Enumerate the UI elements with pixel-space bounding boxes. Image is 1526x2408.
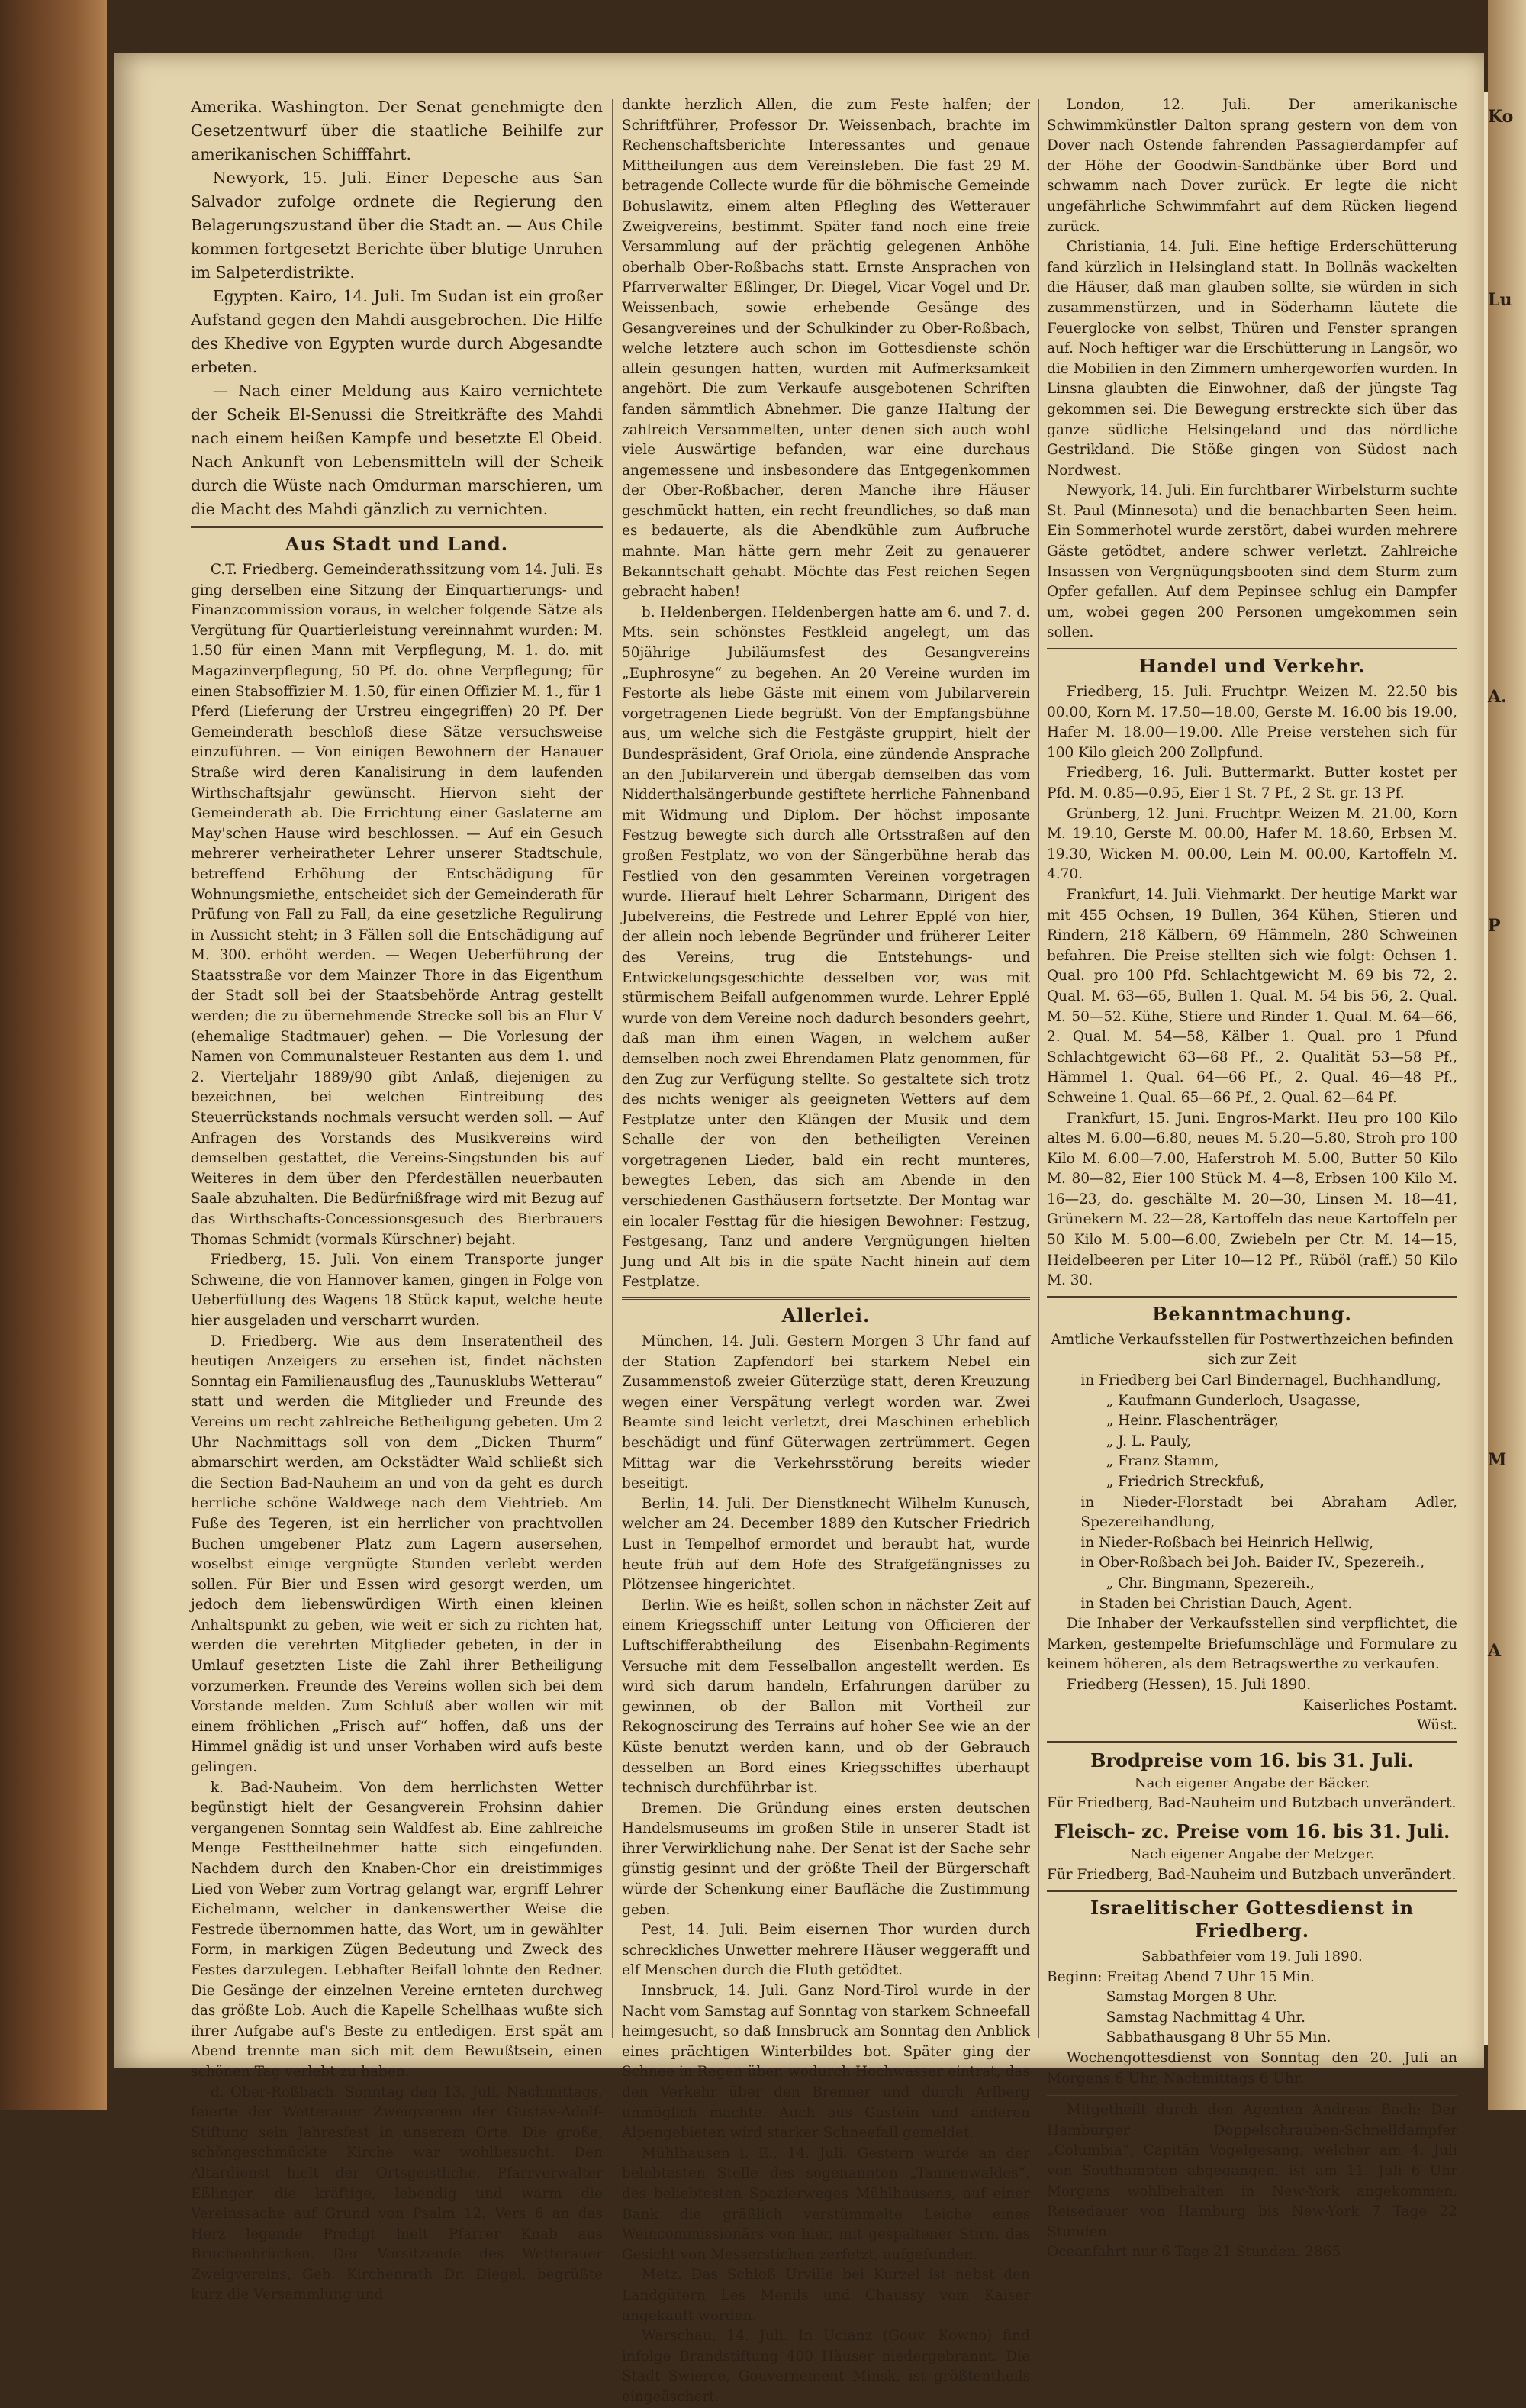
article-paragraph: Kaiserliches Postamt. <box>1302 1697 1457 1713</box>
article-paragraph: Berlin. Wie es heißt, sollen schon in nächster Zeit auf einem Kriegsschiff unter Leitung von Officieren der Luftschifferabtheilung des Eisenbahn-Regiments Versuche mit dem Fesselballon angestellt werden. Es wird sich darum handeln, Erfahrungen darüber zu gewinnen, ob der Ballon mit Vortheil zur Rekognoscirung des Terrains auf hoher See wie an der Küste benutzt werden kann, und ob der Gebrauch desselben an Bord eines Kriegsschiffes überhaupt technisch durchführbar ist. <box>622 1597 1030 1797</box>
article-paragraph: in Ober-Roßbach bei Joh. Baider IV., Spezereih., <box>1080 1555 1425 1571</box>
article-paragraph: Friedberg (Hessen), 15. Juli 1890. <box>1066 1676 1312 1693</box>
article-paragraph: Pest, 14. Juli. Beim eisernen Thor wurden durch schreckliches Unwetter mehrere Häuser weggerafft und elf Menschen durch die Fluth getödtet. <box>622 1922 1030 1979</box>
section-rule <box>1047 1890 1457 1892</box>
column-1 <box>191 95 603 2303</box>
article-paragraph: Wüst. <box>1417 1717 1457 1734</box>
article-paragraph: München, 14. Juli. Gestern Morgen 3 Uhr fand auf der Station Zapfendorf bei starkem Nebel ein Zusammenstoß zweier Güterzüge statt, deren Kreuzung wegen einer Verspätung verlegt worden war. Zwei Beamte sind leicht verletzt, drei Maschinen erheblich beschädigt und fünf Güterwagen zertrümmert. Gegen Mittag war die Verkehrsstörung bereits wieder beseitigt. <box>622 1333 1030 1492</box>
column-3 <box>1047 95 1457 2261</box>
article-paragraph: „ J. L. Pauly, <box>1106 1433 1192 1449</box>
book-spine <box>0 0 107 2110</box>
article-paragraph: D. Friedberg. Wie aus dem Inseratentheil des heutigen Anzeigers zu ersehen ist, findet nächsten Sonntag ein Familienausflug des „Taunusklubs Wetterau“ statt und werden die Mitglieder und Freunde des Vereins um recht zahlreiche Betheiligung gebeten. Um 2 Uhr Nachmittags soll von dem „Dicken Thurm“ abmarschirt werden, am Ockstädter Wald schließt sich die Section Bad-Nauheim an und von da geht es durch herrliche schöne Waldwege nach dem Viehtrieb. Am Fuße des Tegeren, ist ein herrlicher von prachtvollen Buchen umgebener Platz zum Lagern ausersehen, woselbst einige vergnügte Stunden verlebt werden sollen. Für Bier und Essen wird gesorgt werden, um jedoch dem liebenswürdigen Wirth einen kleinen Anhaltspunkt zu geben, wie weit er sich zu richten hat, werden die verehrten Mitglieder gebeten, in der in Umlauf gesetzten Liste die Zahl ihrer Betheiligung vorzumerken. Freunde des Vereins wollen sich bei dem Vorstande melden. Zum Schluß aber wollen wir mit einem fröhlichen „Frisch auf“ hoffen, daß uns der Himmel gnädig ist und unser Vorhaben wird aufs beste gelingen. <box>191 1333 603 1776</box>
neighbor-page-fragment: A <box>1488 1641 1502 1661</box>
article-paragraph: in Staden bei Christian Dauch, Agent. <box>1080 1595 1353 1612</box>
article-paragraph: in Nieder-Florstadt bei Abraham Adler, Spezereihandlung, <box>1080 1494 1457 1531</box>
section-rule <box>1047 2094 1457 2096</box>
price-heading: Brodpreise vom 16. bis 31. Juli. <box>1090 1749 1414 1771</box>
article-paragraph: in Nieder-Roßbach bei Heinrich Hellwig, <box>1080 1534 1374 1551</box>
article-paragraph: Bremen. Die Gründung eines ersten deutschen Handelsmuseums im großen Stile in unserer Stadt ist ihrer Verwirklichung nahe. Der Senat ist der Sache sehr günstig gesinnt und der größte Theil der Bürgerschaft würde der Schenkung einer Baufläche die Zustimmung geben. <box>622 1800 1030 1918</box>
section-rule <box>1047 1741 1457 1743</box>
section-heading: Allerlei. <box>781 1304 871 1327</box>
article-paragraph: Christiania, 14. Juli. Eine heftige Erderschütterung fand kürzlich in Helsingland statt. In Bollnäs wackelten die Häuser, daß man glauben sollte, sie würden in sich zusammenstürzen, und in Söderhamn läutete die Feuerglocke von selbst, Thüren und Fenster sprangen auf. Noch heftiger war die Erschütterung in Langsör, wo die Mobilien in den Zimmern umhergeworfen wurden. In Linsna glaubten die Einwohner, daß der jüngste Tag gekommen sei. Die Bewegung erstreckte sich über das ganze südliche Helsingeland und das nördliche Gestrikland. Die Stöße gingen von Südost nach Nordwest. <box>1047 239 1457 479</box>
article-paragraph: Innsbruck, 14. Juli. Ganz Nord-Tirol wurde in der Nacht vom Samstag auf Sonntag von starkem Schneefall heimgesucht, so daß Innsbruck am Sonntag den Anblick eines prächtigen Winterbildes bot. Später ging der Schnee in Regen über, wodurch Hochwasser eintrat, das den Verkehr über den Brenner und durch Arlberg unmöglich machte. Auch aus Gastein und anderen Alpengebieten wird starker Schneefall gemeldet. <box>622 1983 1030 2142</box>
article-paragraph: Frankfurt, 14. Juli. Viehmarkt. Der heutige Markt war mit 455 Ochsen, 19 Bullen, 364 Kühen, Stieren und Rindern, 218 Kälbern, 69 Hämmeln, 280 Schweinen befahren. Die Preise stellten sich wie folgt: Ochsen 1. Qual. pro 100 Pfd. Schlachtgewicht M. 69 bis 72, 2. Qual. M. 63—65, Bullen 1. Qual. M. 54 bis 56, 2. Qual. M. 50—52. Kühe, Stiere und Rinder 1. Qual. M. 64—66, 2. Qual. M. 54—58, Kälber 1. Qual. pro 1 Pfund Schlachtgewicht 63—68 Pf., 2. Qualität 53—58 Pf., Hämmel 1. Qual. 64—66 Pf., 2. Qual. 46—48 Pf., Schweine 1. Qual. 65—66 Pf., 2. Qual. 62—64 Pf. <box>1047 886 1457 1106</box>
article-paragraph: Newyork, 14. Juli. Ein furchtbarer Wirbelsturm suchte St. Paul (Minnesota) und die benachbarten Seen heim. Ein Sommerhotel wurde zerstört, dabei wurden mehrere Gäste getödtet, andere schwer verletzt. Zahlreiche Insassen von Vergnügungsbooten sind dem Sturm zum Opfer gefallen. Auf dem Pepinsee schlug ein Dampfer um, wobei gegen 200 Personen umgekommen sein sollen. <box>1047 482 1457 641</box>
section-rule <box>1047 1296 1457 1298</box>
article-paragraph: dankte herzlich Allen, die zum Feste halfen; der Schriftführer, Professor Dr. Weissenbach, brachte im Rechenschaftsberichte Interessantes und genaue Mittheilungen aus dem Vereinsleben. Die fast 29 M. betragende Collecte wurde für die böhmische Gemeinde Bohuslawitz, einem alten Pflegling des Wetterauer Zweigvereins, bestimmt. Später fand noch eine freie Versammlung auf der prächtig gelegenen Anhöhe oberhalb Ober-Roßbachs statt. Ernste Ansprachen von Pfarrverwalter Eßlinger, Dr. Diegel, Vicar Vogel und Dr. Weissenbach, sowie erhebende Gesänge des Gesangvereines und der Schulkinder zu Ober-Roßbach, welche letztere auch schon im Gottesdienste schön allein gesungen hatten, wurden mit Aufmerksamkeit angehört. Die zum Verkaufe ausgebotenen Schriften fanden sämmtlich Abnehmer. Die ganze Haltung der zahlreich Versammelten, unter denen sich auch wohl viele Auswärtige befanden, war eine durchaus angemessene und insbesondere das Entgegenkommen der Ober-Roßbacher, deren Manche ihre Häuser geschmückt hatten, ein recht freundliches, so daß man es bedauerte, als die Abendkühle zum Aufbruche mahnte. Man hätte gern mehr Zeit zu genauerer Bekanntschaft gehabt. Möchte das Fest reichen Segen gebracht haben! <box>622 97 1030 601</box>
article-paragraph: C.T. Friedberg. Gemeinderathssitzung vom 14. Juli. Es ging derselben eine Sitzung der Einquartierungs- und Finanzcommission voraus, in welcher folgende Sätze als Vergütung für Quartierleistung vereinnahmt wurden: M. 1.50 für einen Mann mit Verpflegung, M. 1. do. mit Magazinverpflegung, 50 Pf. do. ohne Verpflegung; für einen Stabsoffizier M. 1.50, für einen Offizier M. 1., für 1 Pferd (Lieferung der Urstreu eingegriffen) 20 Pf. Der Gemeinderath beschloß diese Sätze versuchsweise einzuführen. — Von einigen Bewohnern der Hanauer Straße wird deren Kanalisirung in dem laufenden Wirthschaftsjahr gewünscht. Hiervon sieht der Gemeinderath ab. Die Errichtung einer Gaslaterne am May'schen Hause wird beschlossen. — Auf ein Gesuch mehrerer verheiratheter Lehrer unserer Stadtschule, betreffend Erhöhung der Entschädigung für Wohnungsmiethe, entscheidet sich der Gemeinderath für Prüfung von Fall zu Fall, da eine gesetzliche Regulirung in Aussicht steht; in 3 Fällen soll die Entschädigung auf M. 300. erhöht werden. — Wegen Ueberführung der Staatsstraße vor dem Mainzer Thore in das Eigenthum der Stadt soll bei der Staatsbehörde Antrag gestellt werden; die zu übernehmende Strecke soll bis an Flur V (ehemalige Stadtmauer) gehen. — Die Vorlesung der Namen von Communalsteuer Restanten aus dem 1. und 2. Vierteljahr 1889/90 gibt Anlaß, diejenigen zu bezeichnen, bei welchen Eintreibung des Steuerrückstands nochmals versucht werden soll. — Auf Anfragen des Vorstands des Musikvereins wird demselben gestattet, die Vereins-Singstunden bis auf Weiteres in dem über den Pferdeställen neuerbauten Saale abzuhalten. Die Bedürfnißfrage wird mit Bezug auf das Wirthschafts-Concessionsgesuch des Bierbrauers Thomas Schmidt (vormals Kürschner) bejaht. <box>191 562 603 1248</box>
article-paragraph: Die Inhaber der Verkaufsstellen sind verpflichtet, die Marken, gestempelte Briefumschläge und Formulare zu keinem höheren, als dem Betragswerthe zu verkaufen. <box>1047 1616 1457 1673</box>
article-paragraph: k. Bad-Nauheim. Von dem herrlichsten Wetter begünstigt hielt der Gesangverein Frohsinn dahier vergangenen Sonntag sein Waldfest ab. Eine zahlreiche Menge Festtheilnehmer hatte sich eingefunden. Nachdem durch den Knaben-Chor ein dreistimmiges Lied von Weber zum Vortrag gelangt war, ergriff Lehrer Eichelmann, welcher in dankenswerther Weise die Festrede übernommen hatte, das Wort, um in gewählter Form, in markigen Zügen Bedeutung und Zweck des Festes darzulegen. Lebhafter Beifall lohnte den Redner. Die Gesänge der einzelnen Vereine ernteten durchweg das größte Lob. Auch die Kapelle Schellhaas wußte sich ihrer Aufgabe auf's Beste zu entledigen. Erst spät am Abend trennte man sich mit dem Bewußtsein, einen schönen Tag verlebt zu haben. <box>191 1779 603 2080</box>
article-paragraph: Friedberg, 15. Juli. Von einem Transporte junger Schweine, die von Hannover kamen, gingen in Folge von Ueberfüllung des Wagens 18 Stück kaput, welche heute hier ausgeladen und verscharrt wurden. <box>191 1252 603 1329</box>
article-paragraph: Beginn: Freitag Abend 7 Uhr 15 Min. <box>1047 1968 1315 1985</box>
article-paragraph: Mitgetheilt durch den Agenten Andreas Bach: Der Hamburger Doppelschrauben-Schnelldampfer „Columbia“, Capitän Vogelgesang, welcher am 4. Juli von Southampton abgegangen, ist am 11. Juli 6 Uhr Morgens wohlbehalten in New-York angekommen. Reisedauer von Hamburg bis New-York 7 Tage 22 Stunden. <box>1047 2102 1457 2240</box>
article-paragraph: Nach eigener Angabe der Bäcker. <box>1134 1775 1370 1791</box>
column-separator <box>1038 99 1039 2038</box>
price-heading: Fleisch- zc. Preise vom 16. bis 31. Juli. <box>1054 1820 1450 1842</box>
article-paragraph: Sabbathausgang 8 Uhr 55 Min. <box>1106 2029 1331 2046</box>
column-2 <box>622 95 1030 2405</box>
article-paragraph: — Nach einer Meldung aus Kairo vernichtete der Scheik El-Senussi die Streitkräfte des Mahdi nach einem heißen Kampfe und besetzte El Obeid. Nach Ankunft von Lebensmitteln will der Scheik durch die Wüste nach Omdurman marschieren, um die Macht des Mahdi gänzlich zu vernichten. <box>191 382 603 518</box>
article-paragraph: b. Heldenbergen. Heldenbergen hatte am 6. und 7. d. Mts. sein schönstes Festkleid angelegt, um das 50jährige Jubiläumsfest des Gesangvereins „Euphrosyne“ zu begehen. An 20 Vereine wurden im Festorte als liebe Gäste mit einem vom Jubilarverein vorgetragenen Liede begrüßt. Von der Empfangsbühne aus, um welche sich die Festgäste gruppirt, hielt der Bundespräsident, Graf Oriola, eine zündende Ansprache an den Jubilarverein und übergab demselben das vom Nidderthalsängerbunde gestiftete herrliche Fahnenband mit Widmung und Diplom. Der höchst imposante Festzug bewegte sich durch alle Ortsstraßen auf den großen Festplatz, wo von der Sängerbühne herab das Festlied von den gesammten Vereinen vorgetragen wurde. Hierauf hielt Lehrer Scharmann, Dirigent des Jubelvereins, die Festrede und Lehrer Epplé von hier, der allein noch lebende Begründer und früherer Leiter des Vereins, trug die Entstehungs- und Entwickelungsgeschichte desselben vor, was mit stürmischem Beifall aufgenommen wurde. Lehrer Epplé wurde von dem Vereine noch dadurch besonders geehrt, daß man ihm einen Wagen, in welchem außer demselben noch zwei Ehrendamen Platz genommen, für den Zug zur Verfügung stellte. So gestaltete sich trotz des nichts weniger als geeigneten Wetters auf dem Festplatze unter den Klängen der Musik und dem Schalle der von den betheiligten Vereinen vorgetragenen Lieder, bald ein recht munteres, bewegtes Leben, das sich am Abende in den verschiedenen Gasthäusern fortsetzte. Der Montag war ein localer Festtag für die hiesigen Bewohner: Festzug, Festgesang, Tanz und andere Vergnügungen hielten Jung und Alt bis in die späte Nacht hinein auf dem Festplatze. <box>622 604 1030 1291</box>
article-paragraph: Friedberg, 15. Juli. Fruchtpr. Weizen M. 22.50 bis 00.00, Korn M. 17.50—18.00, Gerste M. 16.00 bis 19.00, Hafer M. 18.00—19.00. Alle Preise verstehen sich für 100 Kilo gleich 200 Zollpfund. <box>1047 684 1457 761</box>
section-rule <box>622 1297 1030 1300</box>
article-paragraph: Samstag Morgen 8 Uhr. <box>1106 1989 1277 2006</box>
neighbor-page-fragment: Ko <box>1488 107 1514 127</box>
neighbor-page-fragment: A. <box>1488 687 1507 707</box>
section-heading: Aus Stadt und Land. <box>285 533 509 555</box>
article-paragraph: „ Chr. Bingmann, Spezereih., <box>1106 1575 1315 1591</box>
article-paragraph: Oceanfahrt nur 6 Tage 21 Stunden. 2865 <box>1047 2244 1341 2261</box>
adjacent-page-edge <box>1488 0 1526 2110</box>
neighbor-page-fragment: P <box>1488 916 1501 936</box>
section-heading: Handel und Verkehr. <box>1138 655 1366 678</box>
section-rule <box>191 526 603 528</box>
article-paragraph: Sabbathfeier vom 19. Juli 1890. <box>1141 1949 1363 1965</box>
article-paragraph: Samstag Nachmittag 4 Uhr. <box>1106 2009 1306 2026</box>
article-paragraph: Nach eigener Angabe der Metzger. <box>1129 1845 1375 1862</box>
article-paragraph: London, 12. Juli. Der amerikanische Schwimmkünstler Dalton sprang gestern von dem von Dover nach Ostende fahrenden Passagierdampfer auf der Höhe der Goodwin-Sandbänke über Bord und schwamm nach Dover zurück. Er legte die nicht ungefährliche Schwimmfahrt auf dem Rücken liegend zurück. <box>1047 97 1457 235</box>
article-paragraph: Berlin, 14. Juli. Der Dienstknecht Wilhelm Kunusch, welcher am 24. December 1889 den Kutscher Friedrich Lust in Tempelhof ermordet und beraubt hat, wurde heute früh auf dem Hofe des Strafgefängnisses zu Plötzensee hingerichtet. <box>622 1495 1030 1594</box>
article-paragraph: Friedberg, 16. Juli. Buttermarkt. Butter kostet per Pfd. M. 0.85—0.95, Eier 1 St. 7 Pf., 2 St. gr. 13 Pf. <box>1047 765 1457 801</box>
article-paragraph: Für Friedberg, Bad-Nauheim und Butzbach unverändert. <box>1047 1866 1457 1883</box>
article-paragraph: Frankfurt, 15. Juni. Engros-Markt. Heu pro 100 Kilo altes M. 6.00—6.80, neues M. 5.20—5.80, Stroh pro 100 Kilo M. 6.00—7.00, Haferstroh M. 5.00, Butter 50 Kilo M. 80—82, Eier 100 Stück M. 4—8, Erbsen 100 Kilo M. 16—23, do. geschälte M. 20—30, Linsen M. 18—41, Grünekern M. 22—28, Kartoffeln das neue Kartoffeln per 50 Kilo M. 5.00—6.00, Zwiebeln per Ctr. M. 14—15, Heidelbeeren per Liter 10—12 Pf., Rüböl (raff.) 50 Kilo M. 30. <box>1047 1110 1457 1289</box>
neighbor-page-fragment: Lu <box>1488 290 1512 310</box>
neighbor-page-fragment: M <box>1488 1450 1507 1470</box>
article-paragraph: „ Franz Stamm, <box>1106 1453 1219 1470</box>
article-paragraph: d. Ober-Roßbach. Sonntag den 13. Juli, Nachmittags, feierte der Wetterauer Zweigverein der Gustav-Adolf-Stiftung sein Jahresfest in unserem Orte. Die große, schöngeschmückte Kirche war wohlbesucht. Den Altardienst hielt der Ortsgeistliche, Pfarrverwalter Eßlinger, die kräftige, lebendig und warm die Vereinssache auf Grund von Psalm 12, Vers 6 an das Herz legende Predigt hielt Pfarrer Knab aus Bruchenbrücken. Der Vorsitzende des Wetterauer Zweigvereins, Geh. Kirchenrath Dr. Diegel, begrüßte kurz die Versammlung und <box>191 2084 603 2303</box>
article-paragraph: Warschau, 14. Juli. In Ucianz (Gouv. Kowno) find infolge Brandstiftung 400 Häuser niedergebrannt. Die Stadt Swierce, Gouvernement Minsk, ist größtentheils eingeäschert. <box>622 2328 1030 2405</box>
section-rule <box>1047 648 1457 650</box>
article-paragraph: Amerika. Washington. Der Senat genehmigte den Gesetzentwurf über die staatliche Beihilfe zur amerikanischen Schifffahrt. <box>191 98 603 163</box>
section-heading: Bekanntmachung. <box>1152 1302 1352 1325</box>
newspaper-page <box>114 53 1484 2405</box>
article-paragraph: Grünberg, 12. Juni. Fruchtpr. Weizen M. 21.00, Korn M. 19.10, Gerste M. 00.00, Hafer M. 18.60, Erbsen M. 19.30, Wicken M. 00.00, Lein M. 00.00, Kartoffeln M. 4.70. <box>1047 805 1457 883</box>
article-paragraph: Metz. Das Schloß Urville bei Kurzel ist nebst den Landgütern Les Menils und Chaussy vom Kaiser angekauft worden. <box>622 2267 1030 2324</box>
article-paragraph: Newyork, 15. Juli. Einer Depesche aus San Salvador zufolge ordnete die Regierung den Belagerungszustand über die Stadt an. — Aus Chile kommen fortgesetzt Berichte über blutige Unruhen im Salpeterdistrikte. <box>191 169 603 282</box>
column-separator <box>612 99 613 2038</box>
article-paragraph: Wochengottesdienst von Sonntag den 20. Juli an Morgens 6 Uhr, Nachmittags 6 Uhr. <box>1047 2050 1457 2087</box>
article-paragraph: „ Kaufmann Gunderloch, Usagasse, <box>1106 1392 1361 1409</box>
section-heading: Israelitischer Gottesdienst in Friedberg. <box>1090 1897 1415 1942</box>
article-paragraph: „ Heinr. Flaschenträger, <box>1106 1413 1279 1430</box>
article-paragraph: Für Friedberg, Bad-Nauheim und Butzbach unverändert. <box>1047 1795 1457 1812</box>
article-paragraph: Egypten. Kairo, 14. Juli. Im Sudan ist ein großer Aufstand gegen den Mahdi ausgebrochen. Die Hilfe des Khedive von Egypten wurde durch Abgesandte erbeten. <box>191 287 603 376</box>
article-paragraph: Amtliche Verkaufsstellen für Postwerthzeichen befinden sich zur Zeit <box>1051 1331 1454 1368</box>
article-paragraph: in Friedberg bei Carl Bindernagel, Buchhandlung, <box>1080 1372 1441 1389</box>
article-paragraph: „ Friedrich Streckfuß, <box>1106 1474 1264 1490</box>
article-paragraph: Mühlhausen i. E., 14. Juli. Gestern wurde an der belebtesten Stelle des sogenannten „Tannenwaldes“, des beliebtesten Spazierweges Mühlhausens, auf einer Bank die gräßlich verstümmelte Leiche eines Weincommissionärs von hier, mit gespaltener Stirn, das Gesicht von Messerstichen zerfetzt, aufgefunden. <box>622 2145 1030 2263</box>
